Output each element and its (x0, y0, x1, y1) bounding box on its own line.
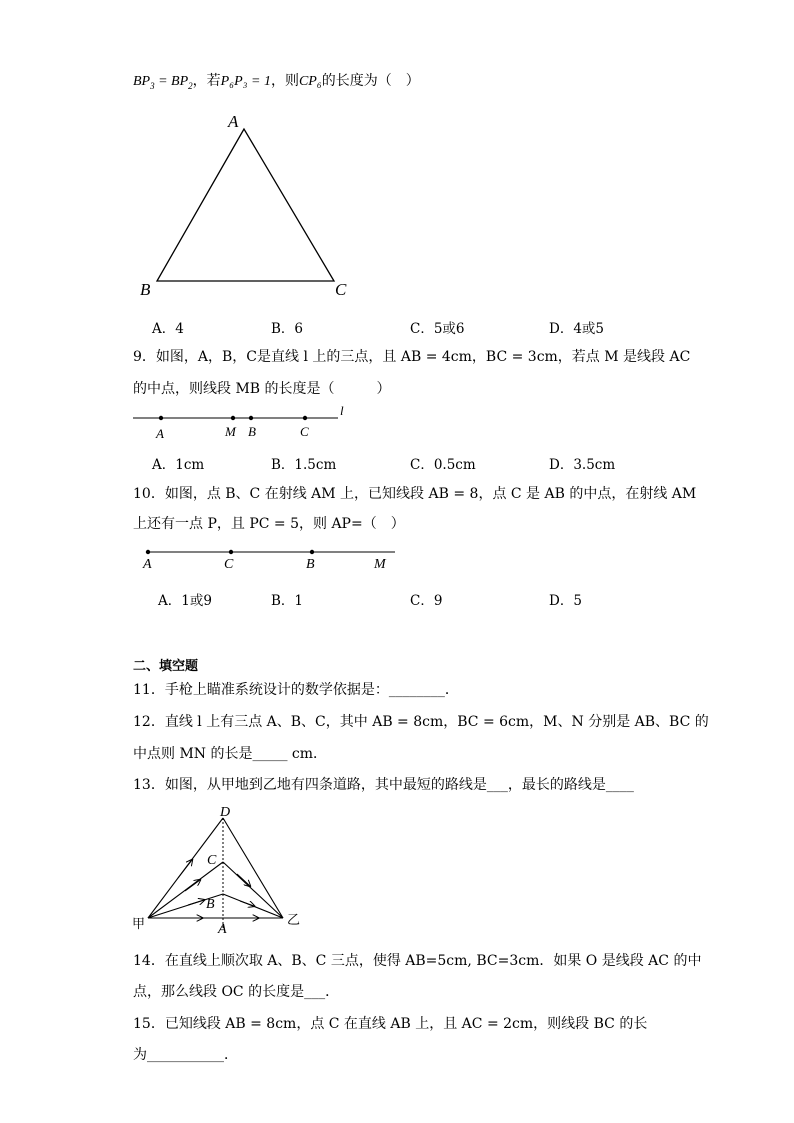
point-c (303, 416, 307, 420)
q8-option-b[interactable]: B．6 (271, 321, 304, 337)
q9-option-d[interactable]: D．3.5cm (549, 457, 616, 473)
label-b: B (206, 897, 215, 912)
q9-stem-line2: 的中点，则线段 MB 的长度是（ ） (133, 381, 391, 397)
label-c: C (300, 424, 309, 439)
point-a (146, 550, 150, 554)
label-a: A (218, 922, 227, 937)
q9-line-figure (133, 405, 363, 445)
q9-stem-line1: 9．如图，A，B，C是直线 l 上的三点，且 AB = 4cm，BC = 3cm，若点 M 是线段 AC (133, 349, 691, 365)
q14-stem-line1: 14．在直线上顺次取 A、B、C 三点，使得 AB=5cm, BC=3cm．如果 O 是线段 AC 的中 (133, 953, 702, 969)
label-a: A (143, 557, 152, 572)
label-b: B (306, 557, 315, 572)
q8-option-d[interactable]: D．4或5 (549, 321, 605, 337)
q8-stem-tail2: CP₆ (298, 74, 322, 89)
label-c: C (224, 557, 234, 572)
q14-stem-line2: 点，那么线段 OC 的长度是___． (133, 984, 340, 1000)
q10-option-b[interactable]: B．1 (271, 593, 304, 609)
label-d: D (220, 805, 231, 820)
q8-stem (133, 72, 420, 95)
q9-option-c[interactable]: C．0.5cm (410, 457, 476, 473)
label-yi: 乙 (287, 912, 301, 927)
label-m: M (374, 557, 386, 572)
q12-stem-line2: 中点则 MN 的长是_____ cm． (133, 746, 328, 762)
label-b: B (248, 424, 256, 439)
q13-routes-figure (130, 800, 330, 940)
label-jia: 甲 (132, 916, 146, 931)
vertex-label-c: C (335, 280, 347, 299)
q10-option-d[interactable]: D．5 (549, 593, 582, 609)
triangle-shape (157, 129, 334, 281)
q13-stem: 13．如图，从甲地到乙地有四条道路，其中最短的路线是___，最长的路线是____ (133, 777, 634, 793)
q9-option-a[interactable]: A．1cm (152, 457, 205, 473)
label-c: C (207, 853, 217, 868)
q8-option-c[interactable]: C．5或6 (410, 321, 465, 337)
q11-stem: 11．手枪上瞄准系统设计的数学依据是：________． (133, 682, 459, 698)
q8-stem-cond: ，若 (192, 73, 221, 89)
q12-stem-line1: 12．直线 l 上有三点 A、B、C，其中 AB = 8cm，BC = 6cm，M、N 分别是 AB、BC 的 (133, 714, 709, 730)
label-m: M (225, 424, 236, 439)
q15-stem-line2: 为___________． (133, 1047, 238, 1063)
q10-ray-figure (140, 540, 410, 575)
point-c (229, 550, 233, 554)
q10-stem-line1: 10．如图，点 B、C 在射线 AM 上，已知线段 AB = 8，点 C 是 AB 的中点，在射线 AM (133, 486, 697, 502)
q15-stem-line1: 15．已知线段 AB = 8cm，点 C 在直线 AB 上，且 AC = 2cm，则线段 BC 的长 (133, 1016, 648, 1032)
point-b (249, 416, 253, 420)
q10-option-c[interactable]: C．9 (410, 593, 443, 609)
q8-stem-tail3: 的长度为（ ） (321, 73, 420, 89)
vertex-label-b: B (140, 280, 151, 299)
q8-stem-cond2: P₆P₃ = 1 (220, 74, 271, 89)
q9-option-b[interactable]: B．1.5cm (271, 457, 337, 473)
q8-stem-tail: ，则 (270, 73, 299, 89)
q10-option-a[interactable]: A．1或9 (158, 593, 212, 609)
vertex-label-a: A (228, 112, 239, 131)
q8-triangle-figure (130, 105, 370, 305)
q8-option-a[interactable]: A．4 (152, 321, 184, 337)
q8-stem-bp: $BP_3 = BP_2$ (133, 74, 193, 91)
q10-stem-line2: 上还有一点 P，且 PC = 5，则 AP=（ ） (133, 516, 405, 532)
point-a (159, 416, 163, 420)
point-b (310, 550, 314, 554)
label-l: l (340, 403, 344, 418)
point-m (231, 416, 235, 420)
section-title: 二、填空题 (133, 659, 199, 674)
label-a: A (156, 426, 164, 441)
